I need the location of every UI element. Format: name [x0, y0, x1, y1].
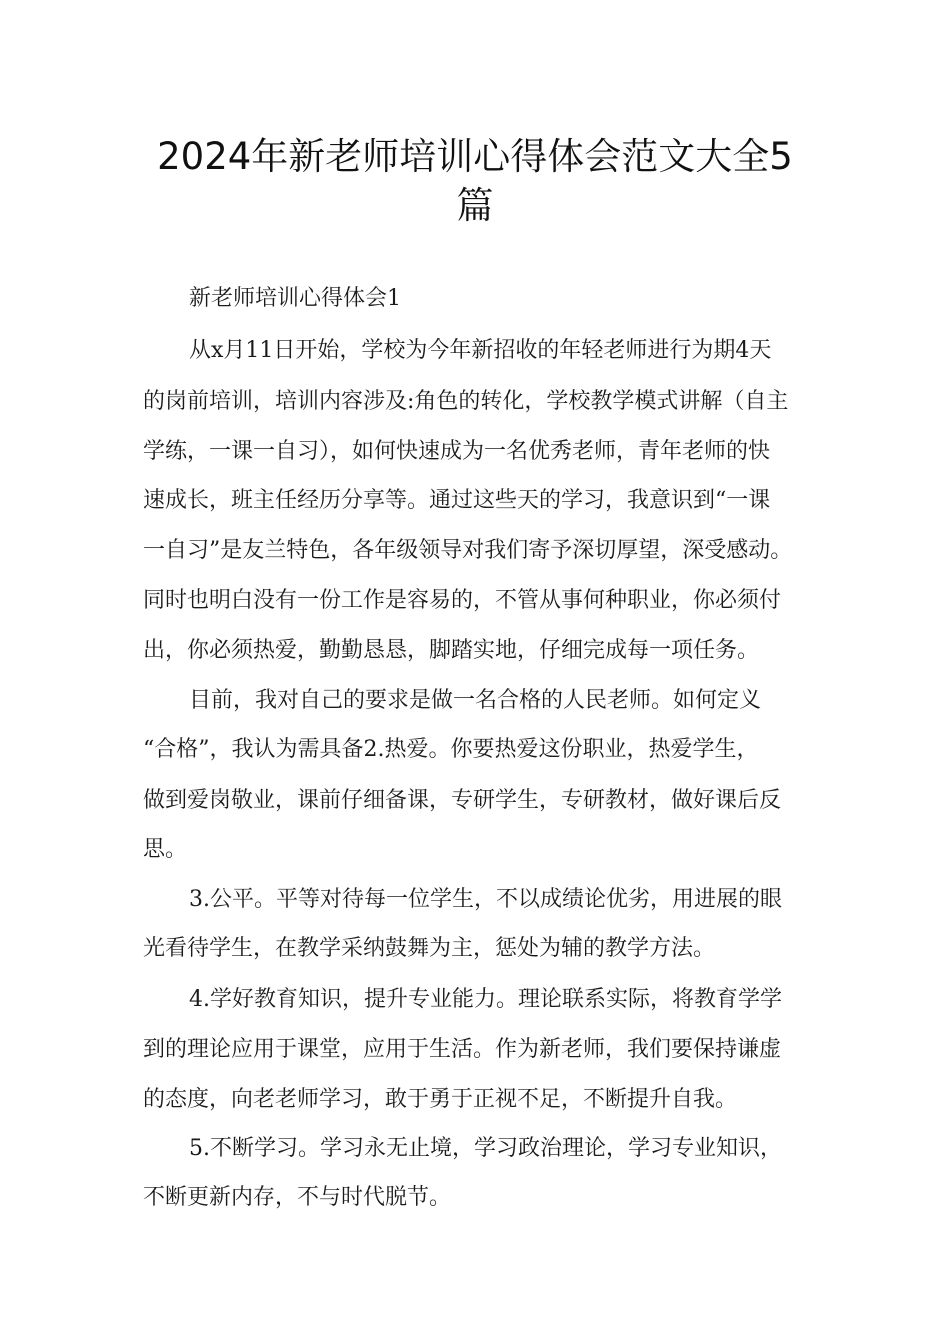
paragraph-line: 不断更新内存，不与时代脱节。 [143, 1185, 452, 1210]
paragraph-line: “合格”，我认为需具备2.热爱。你要热爱这份职业，热爱学生， [143, 737, 759, 762]
paragraph-line: 的态度，向老老师学习，敢于勇于正视不足，不断提升自我。 [143, 1087, 738, 1112]
document-title-continued: 篇 [456, 184, 494, 227]
paragraph-line: 目前，我对自己的要求是做一名合格的人民老师。如何定义 [189, 688, 762, 713]
paragraph-line: 4.学好教育知识，提升专业能力。理论联系实际，将教育学学 [189, 987, 782, 1012]
paragraph-line: 思。 [143, 837, 188, 862]
paragraph-line: 光看待学生，在教学采纳鼓舞为主，惩处为辅的教学方法。 [143, 936, 716, 961]
paragraph-line: 同时也明白没有一份工作是容易的，不管从事何种职业，你必须付 [143, 588, 782, 613]
paragraph-line: 学练，一课一自习），如何快速成为一名优秀老师，青年老师的快 [143, 439, 771, 464]
document-title: 2024年新老师培训心得体会范文大全5 [157, 135, 793, 178]
paragraph-line: 的岗前培训，培训内容涉及:角色的转化，学校教学模式讲解（自主 [143, 389, 789, 414]
paragraph-line: 从x月11日开始，学校为今年新招收的年轻老师进行为期4天 [189, 338, 772, 363]
paragraph-line: 速成长，班主任经历分享等。通过这些天的学习，我意识到“一课 [143, 488, 771, 513]
paragraph-line: 3.公平。平等对待每一位学生，不以成绩论优劣，用进展的眼 [189, 887, 782, 912]
paragraph-line: 一自习”是友兰特色，各年级领导对我们寄予深切厚望，深受感动。 [143, 538, 793, 563]
section-heading: 新老师培训心得体会1 [189, 286, 401, 311]
paragraph-line: 到的理论应用于课堂，应用于生活。作为新老师，我们要保持谦虚 [143, 1037, 782, 1062]
paragraph-line: 5.不断学习。学习永无止境，学习政治理论，学习专业知识， [189, 1136, 782, 1161]
paragraph-line: 做到爱岗敬业，课前仔细备课，专研学生，专研教材，做好课后反 [143, 788, 782, 813]
paragraph-line: 出，你必须热爱，勤勤恳恳，脚踏实地，仔细完成每一项任务。 [143, 638, 760, 663]
